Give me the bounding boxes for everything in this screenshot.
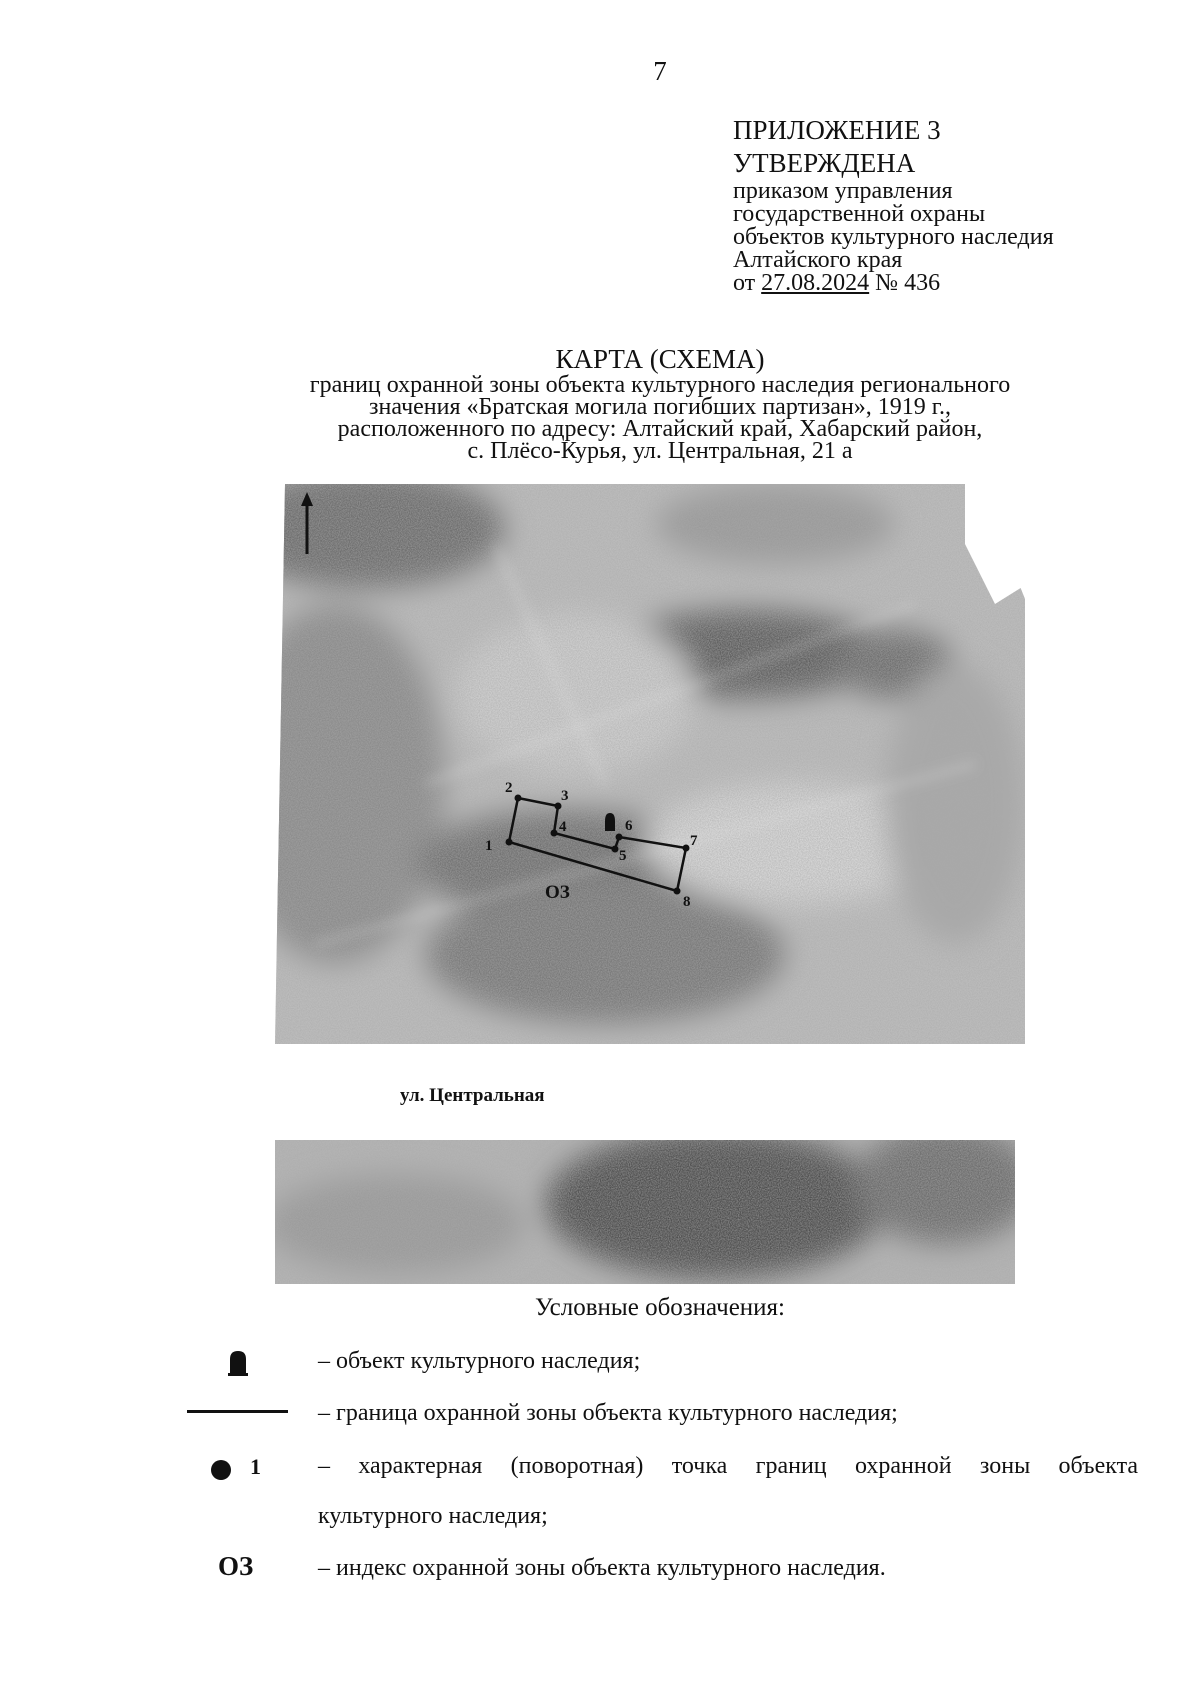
legend-item-point-line-1: – характерная (поворотная) точка границ охранной зоны объекта (318, 1453, 1138, 1479)
turning-point-4 (551, 830, 558, 837)
title-line-3: расположенного по адресу: Алтайский край, Хабарский район, (337, 416, 983, 442)
aerial-image-upper (275, 484, 1025, 1044)
approval-number: № 436 (875, 270, 941, 296)
street-label: ул. Центральная (400, 1085, 545, 1106)
turning-point-6 (616, 834, 623, 841)
turning-point-legend-label: 1 (250, 1454, 261, 1479)
turning-point-2 (515, 795, 522, 802)
aerial-image-lower (275, 1124, 1025, 1284)
date-prefix: от (733, 270, 756, 296)
approval-date: 27.08.2024 (761, 270, 870, 296)
heritage-object-legend-icon (227, 1350, 249, 1376)
aerial-map (275, 484, 1025, 1284)
title-line-2: значения «Братская могила погибших партизан», 1919 г., (369, 394, 951, 420)
approval-date-line (733, 272, 1054, 295)
zone-index-legend-symbol: ОЗ (218, 1551, 254, 1581)
legend-item-zone: – индекс охранной зоны объекта культурного наследия. (318, 1555, 886, 1581)
legend-item-point-line-2: культурного наследия; (318, 1503, 548, 1529)
point-label-6: 6 (625, 818, 633, 834)
document-title (160, 344, 1160, 462)
turning-point-1 (506, 839, 513, 846)
title-line-1: границ охранной зоны объекта культурного наследия регионального (309, 372, 1011, 398)
boundary-line-legend-symbol (187, 1410, 288, 1413)
approval-block (733, 114, 1054, 295)
point-label-5: 5 (619, 848, 627, 864)
page-number: 7 (653, 56, 667, 86)
legend-item-object: – объект культурного наследия; (318, 1348, 641, 1374)
legend-title: Условные обозначения: (534, 1294, 786, 1321)
point-label-8: 8 (683, 894, 691, 910)
zone-label: ОЗ (545, 882, 570, 903)
turning-point-5 (612, 846, 619, 853)
approval-line-4: Алтайского края (733, 247, 903, 273)
point-label-3: 3 (561, 788, 569, 804)
approval-line-2: государственной охраны (733, 201, 986, 227)
turning-point-7 (683, 845, 690, 852)
point-label-1: 1 (485, 838, 493, 854)
legend-item-boundary: – граница охранной зоны объекта культурного наследия; (318, 1400, 898, 1426)
turning-point-legend-icon (211, 1460, 231, 1480)
approved-label: УТВЕРЖДЕНА (733, 148, 916, 178)
turning-point-8 (674, 888, 681, 895)
point-label-2: 2 (505, 780, 513, 796)
title-line-4: с. Плёсо-Курья, ул. Центральная, 21 а (467, 438, 853, 464)
approval-line-3: объектов культурного наследия (733, 224, 1054, 250)
title-main: КАРТА (СХЕМА) (555, 344, 765, 374)
appendix-label: ПРИЛОЖЕНИЕ 3 (733, 115, 941, 145)
point-label-4: 4 (559, 819, 567, 835)
heritage-object-icon (605, 813, 615, 831)
point-label-7: 7 (690, 833, 698, 849)
approval-line-1: приказом управления (733, 178, 953, 204)
